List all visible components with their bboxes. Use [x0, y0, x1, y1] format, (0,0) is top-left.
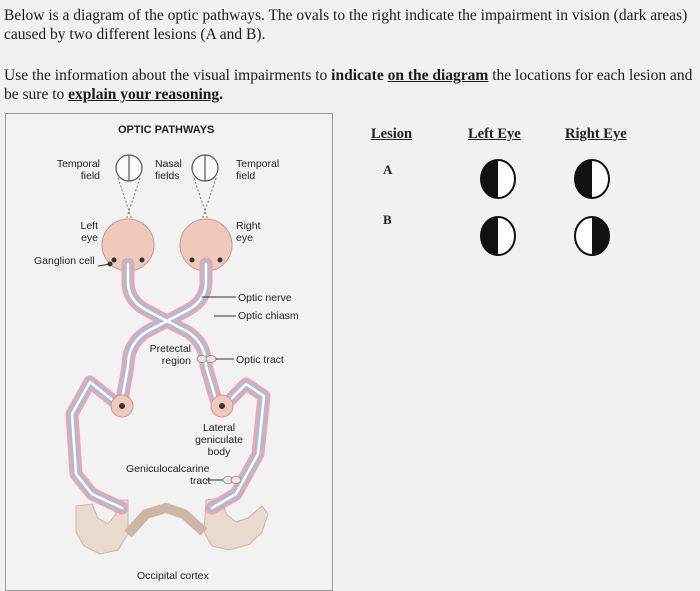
lesion-b-right-eye-field: [571, 215, 613, 257]
instruction-text-2: the locations for each lesion and be sure to: [4, 67, 693, 103]
lesion-a-left-eye-field: [477, 158, 519, 200]
label-optic-nerve: Optic nerve: [238, 292, 292, 304]
label-left-eye: Left eye: [80, 220, 98, 244]
instruction-indicate: indicate: [331, 67, 384, 84]
label-ganglion-cell: Ganglion cell: [34, 255, 95, 267]
label-occipital-cortex: Occipital cortex: [137, 570, 209, 582]
instruction-on-diagram: on the diagram: [387, 67, 489, 84]
header-left-eye: Left Eye: [468, 126, 521, 142]
label-pretectal-region: Pretectal region: [149, 343, 191, 367]
label-lateral-geniculate-body: Lateral geniculate body: [195, 422, 243, 458]
label-tract: tract: [190, 475, 211, 487]
instruction-explain: explain your reasoning: [68, 86, 220, 103]
label-optic-chiasm: Optic chiasm: [238, 310, 299, 322]
label-temporal-field-left: Temporal field: [56, 158, 100, 182]
instruction-paragraph: [4, 66, 700, 104]
instruction-text-1: Use the information about the visual impairments to: [4, 67, 332, 84]
visual-field-left: [116, 155, 142, 181]
header-right-eye: Right Eye: [565, 126, 627, 142]
diagram-title: OPTIC PATHWAYS: [118, 124, 215, 136]
lesion-a-right-eye-field: [571, 158, 613, 200]
visual-field-right: [192, 155, 218, 181]
label-geniculocalcarine: Geniculocalcarine: [126, 463, 210, 475]
lesion-a-label: A: [383, 162, 393, 177]
lesion-b-label: B: [383, 212, 392, 227]
label-right-eye: Right eye: [236, 220, 261, 244]
header-lesion: Lesion: [371, 126, 413, 142]
label-temporal-field-right: Temporal field: [236, 158, 280, 182]
instruction-period: .: [219, 86, 224, 103]
lesion-b-left-eye-field: [477, 215, 519, 257]
light-rays: [118, 178, 216, 226]
intro-paragraph: [4, 6, 696, 44]
label-optic-tract: Optic tract: [236, 354, 284, 366]
optic-pathways-diagram[interactable]: [5, 113, 333, 591]
intro-text: Below is a diagram of the optic pathways. The ovals to the right indicate the impairment in vision (dark areas) caused by two different lesions (A and B).: [4, 7, 688, 43]
label-nasal-fields: Nasal fields: [155, 158, 182, 182]
